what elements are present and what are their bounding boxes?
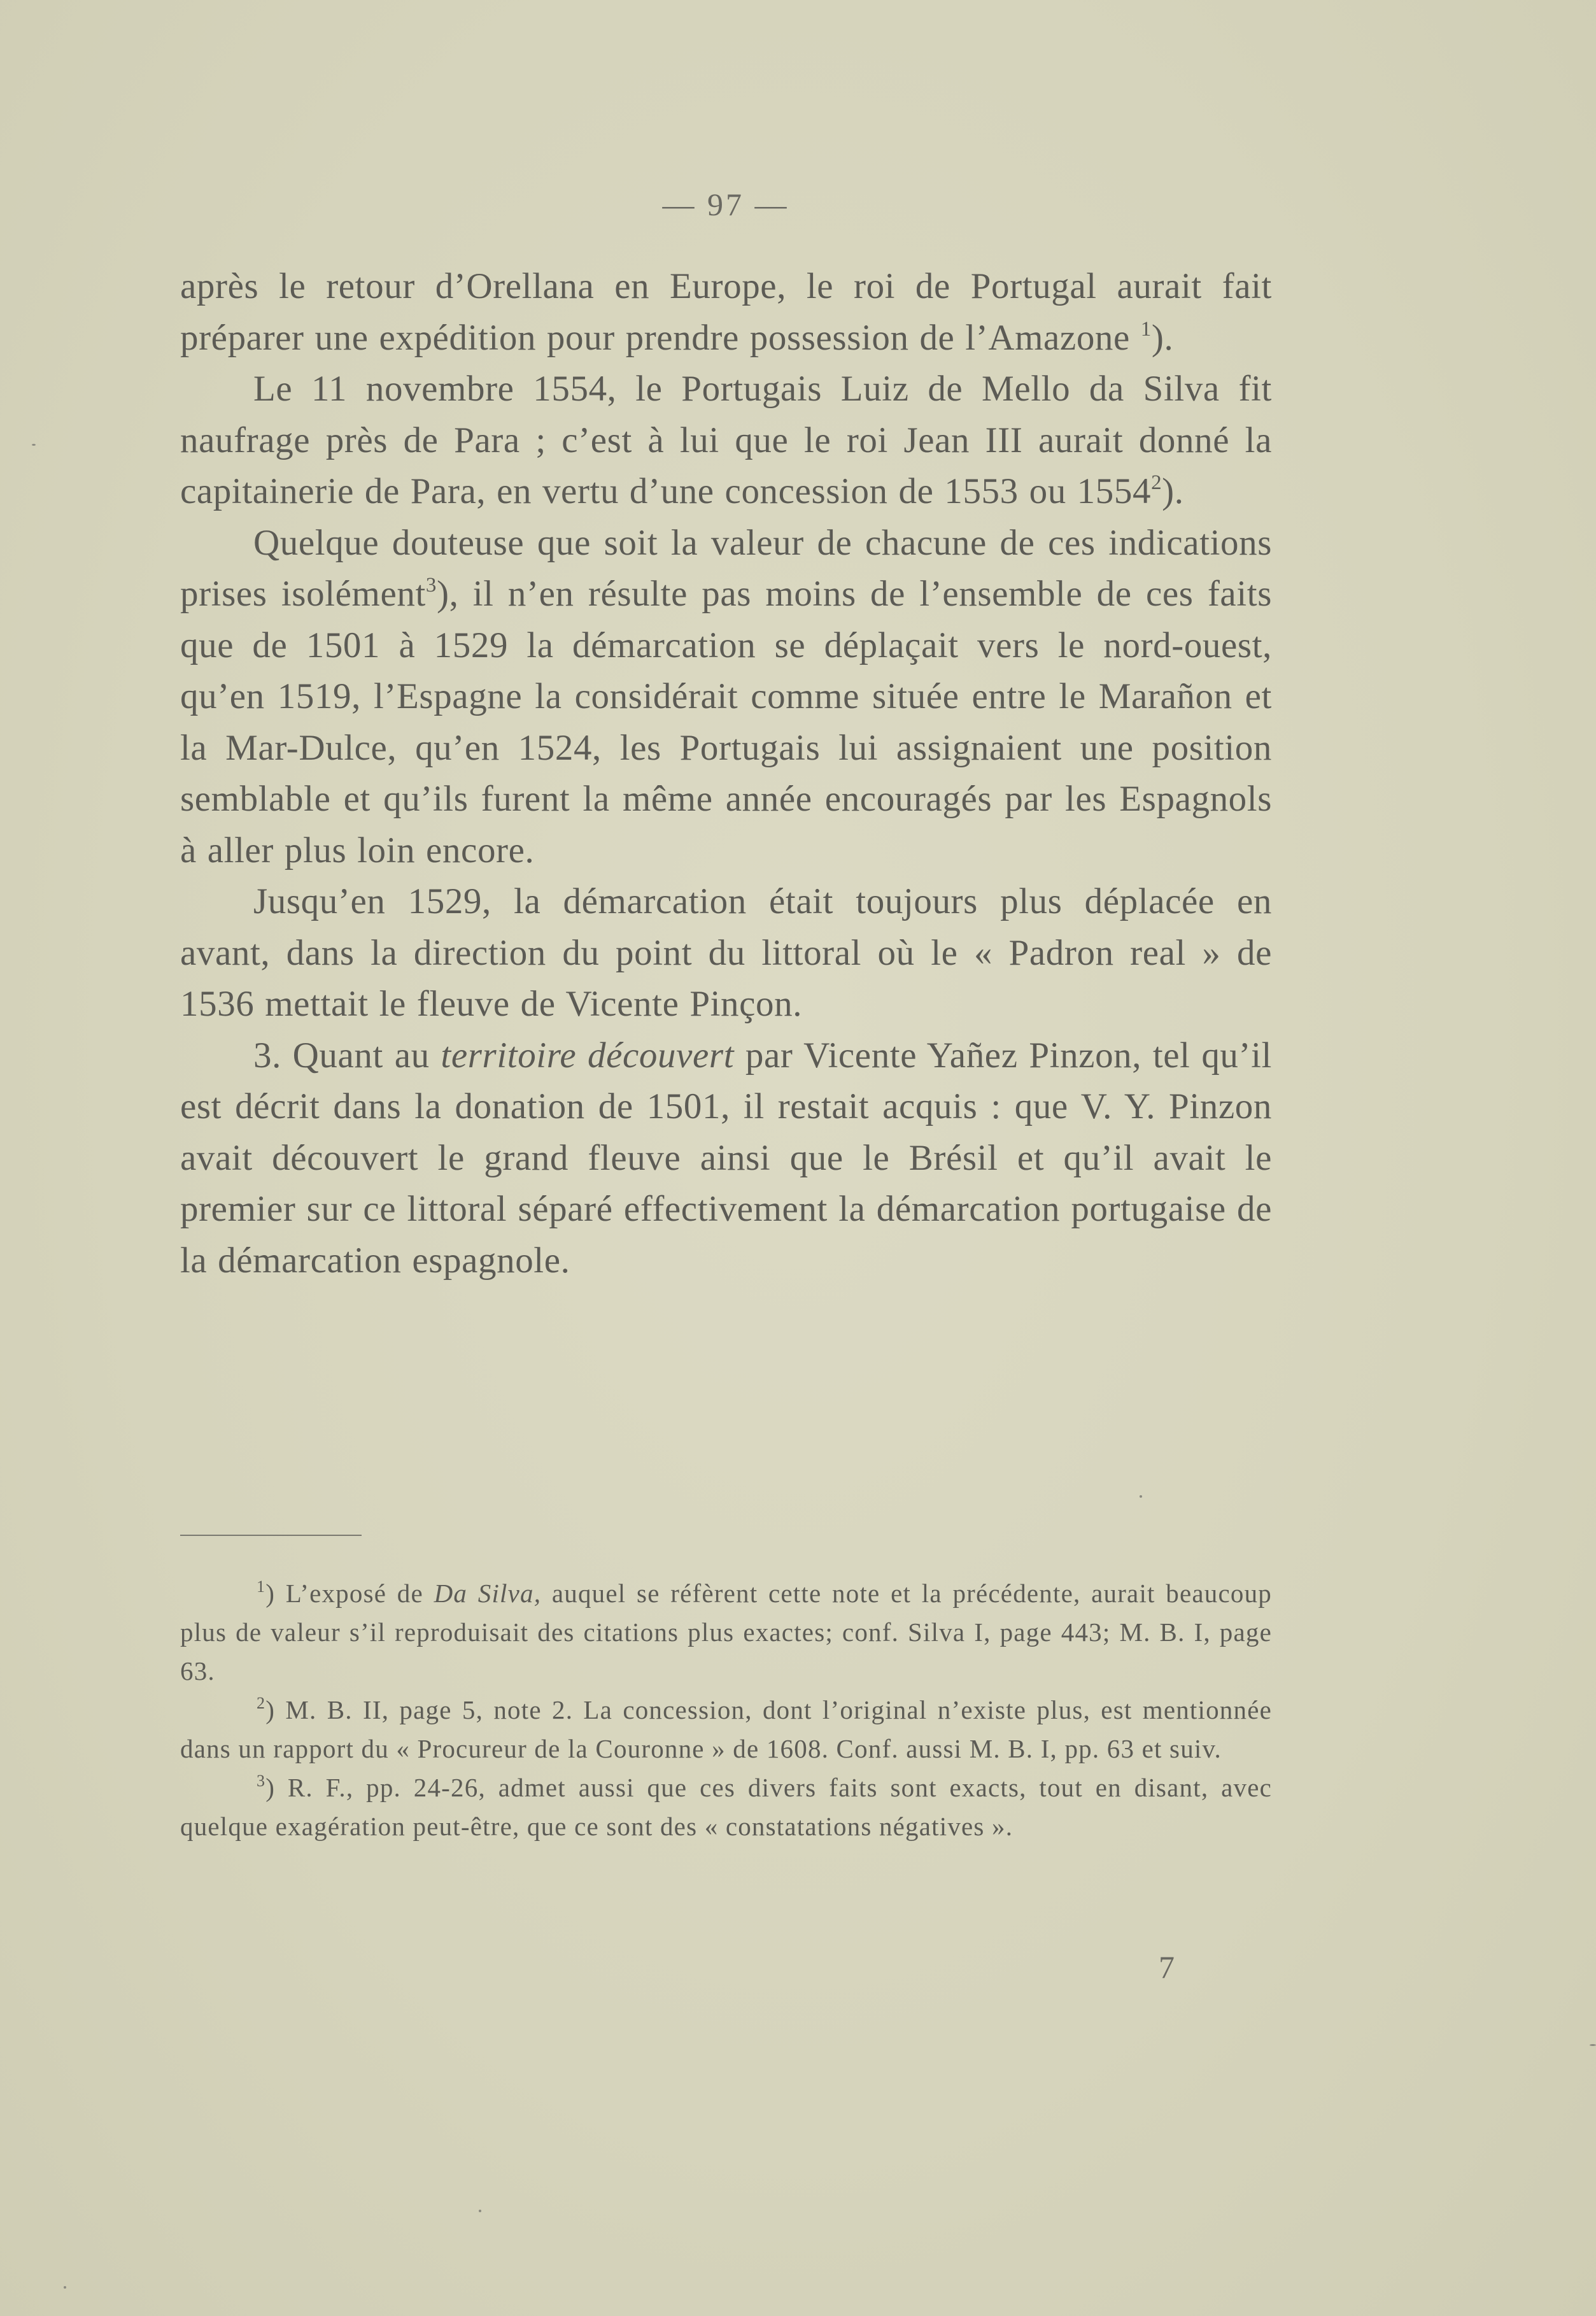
paragraph-2-text: Le 11 novembre 1554, le Portugais Luiz de Mello da Silva fit naufrage près de Para ; c’est à lui que le roi Jean III aurait donné la capitainerie de Para, en vertu d’une concession de 1553 ou 1554 [180, 369, 1272, 511]
signature-mark: 7 [1159, 1949, 1175, 1985]
footnote-ref-2: 2 [1151, 471, 1162, 494]
paper-speck [1140, 1495, 1142, 1498]
main-text [180, 261, 1272, 1286]
footnote-3-marker: 3 [257, 1772, 266, 1790]
paragraph-2-close: ). [1162, 471, 1184, 511]
footnotes [180, 1574, 1272, 1846]
paragraph-4 [180, 876, 1272, 1030]
footnote-2-marker: 2 [257, 1694, 266, 1712]
footnote-ref-3: 3 [425, 574, 437, 597]
paragraph-1-text: après le retour d’Orellana en Europe, le roi de Portugal aurait fait préparer une expédition pour prendre possession de l’Amazone [180, 266, 1272, 358]
paper-speck [32, 444, 36, 446]
paper-speck [64, 2286, 66, 2289]
page-number: — 97 — [662, 187, 789, 222]
footnote-2 [180, 1691, 1272, 1768]
paragraph-5-text-after: par Vicente Yañez Pinzon, tel qu’il est décrit dans la donation de 1501, il restait acquis : que V. Y. Pinzon avait découvert le grand fleuve ainsi que le Brésil et qu’il avait le premier sur ce littoral séparé effectivement la démarcation portugaise de la démarcation espagnole. [180, 1035, 1272, 1281]
paragraph-2 [180, 364, 1272, 518]
paragraph-1-close: ). [1151, 317, 1174, 358]
paragraph-4-text: Jusqu’en 1529, la démarcation était toujours plus déplacée en avant, dans la direction du point du littoral où le « Padron real » de 1536 mettait le fleuve de Vicente Pinçon. [180, 881, 1272, 1024]
paragraph-5-emphasis: territoire découvert [441, 1035, 735, 1076]
paragraph-3-text-before: Quelque douteuse que soit la valeur de chacune de ces indications prises isolément [180, 522, 1272, 614]
paragraph-3-text-after: ), il n’en résulte pas moins de l’ensemble de ces faits que de 1501 à 1529 la démarcation se déplaçait vers le nord-ouest, qu’en 1519, l’Espagne la considérait comme située entre le Marañon et la Mar-Dulce, qu’en 1524, les Portugais lui assignaient une position semblable et qu’ils furent la même année encouragés par les Espagnols à aller plus loin encore. [180, 574, 1272, 870]
footnote-3 [180, 1768, 1272, 1846]
paragraph-1 [180, 261, 1272, 364]
paper-speck [479, 2210, 481, 2212]
paragraph-3 [180, 518, 1272, 877]
footnote-1 [180, 1574, 1272, 1691]
footnote-1-emphasis: Da Silva, [434, 1579, 542, 1608]
footnote-1-marker: 1 [257, 1577, 266, 1596]
paragraph-5 [180, 1030, 1272, 1287]
footnote-divider [180, 1535, 362, 1536]
footnote-ref-1: 1 [1140, 317, 1152, 341]
footnote-1-text-before: ) L’exposé de [265, 1579, 434, 1608]
footnote-2-text: ) M. B. II, page 5, note 2. La concession, dont l’original n’existe plus, est mentionnée dans un rapport du « Procureur de la Couronne » de 1608. Conf. aussi M. B. I, pp. 63 et suiv. [180, 1695, 1272, 1763]
paragraph-5-text-before: 3. Quant au [253, 1035, 441, 1076]
paper-speck [1590, 2044, 1596, 2046]
footnote-1-text-after: auquel se réfèrent cette note et la précédente, aurait beaucoup plus de valeur s’il reproduisait des citations plus exactes; conf. Silva I, page 443; M. B. I, page 63. [180, 1579, 1273, 1686]
footnote-3-text: ) R. F., pp. 24-26, admet aussi que ces divers faits sont exacts, tout en disant, avec quelque exagération peut-être, que ce sont des « constatations négatives ». [180, 1773, 1272, 1841]
